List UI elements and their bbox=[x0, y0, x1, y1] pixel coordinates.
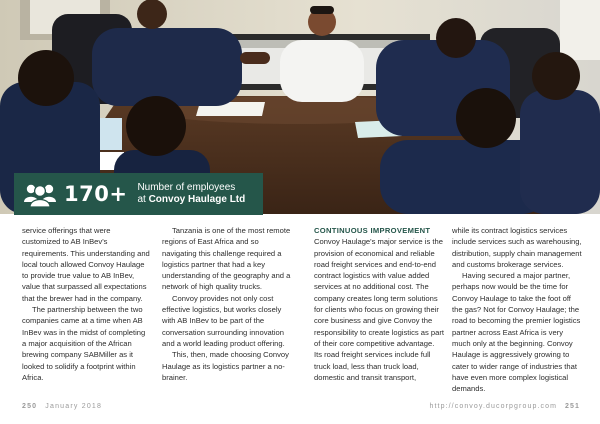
website-url: http://convoy.ducorpgroup.com bbox=[429, 403, 558, 410]
section-heading: CONTINUOUS IMPROVEMENT bbox=[314, 226, 431, 235]
footer-left bbox=[22, 403, 102, 410]
paragraph: This, then, made choosing Convoy Haulage as its logistics partner a no-brainer. bbox=[162, 350, 289, 382]
paragraph: Convoy provides not only cost effective logistics, but works closely with AB InBev to be part of the conversation surrounding innovation and a world leading product offering. bbox=[162, 293, 285, 348]
paragraph: Having secured a major partner, perhaps now would be the time for Convoy Haulage to take the foot off the gas? Not for Convoy Haulage; the road to becoming the premier logistics partner across East Africa is very much only at the beginning. Convoy Haulage is aggressively growing to cater to wider range of industries that have even more complex logistical demands. bbox=[452, 271, 581, 394]
employee-label-prefix: at bbox=[137, 194, 149, 205]
page-number-right: 251 bbox=[565, 403, 580, 410]
text-column-1 bbox=[22, 225, 150, 383]
footer-right bbox=[430, 403, 580, 410]
text-column-3 bbox=[314, 225, 444, 383]
paragraph: Tanzania is one of the most remote regions of East Africa and so navigating this challenge required a logistics partner that had a key understanding of the geography and a network of high quality trucks. bbox=[162, 226, 291, 292]
paragraph: service offerings that were customized to AB InBev's requirements. This understanding and local touch allowed Convoy Haulage to provide true value to AB InBev, value that surpassed all expectations that the brewer had in the company. bbox=[22, 226, 150, 303]
issue-date: January 2018 bbox=[45, 403, 103, 410]
paragraph: Convoy Haulage's major service is the provision of economical and reliable road freight services and end-to-end contract logistics with value added services at no additional cost. The company creates long term solutions for clients who focus on growing their core business and give Convoy the responsibility to create logistics as part of their core competitive advantage. Its road freight services include full truck load, less than truck load, domestic and transit transport, bbox=[314, 237, 444, 382]
people-icon bbox=[22, 180, 58, 208]
paragraph: The partnership between the two companies came at a time when AB InBev was in the midst of completing a major acquisition of the African brewing company SABMiller as it looked to solidify a footprint within Africa. bbox=[22, 305, 146, 382]
employee-label-line1: Number of employees bbox=[137, 181, 236, 193]
employee-count: 170+ bbox=[64, 182, 128, 206]
employee-stat-banner bbox=[14, 173, 263, 215]
employee-count-label bbox=[137, 182, 245, 207]
company-name: Convoy Haulage Ltd bbox=[148, 194, 246, 205]
text-column-2 bbox=[162, 225, 292, 383]
employee-label-line2 bbox=[137, 194, 245, 207]
paragraph: while its contract logistics services include services such as warehousing, distribution, supply chain management and customs brokerage services. bbox=[452, 226, 582, 269]
text-column-4 bbox=[452, 225, 582, 394]
page-number-left: 250 bbox=[22, 403, 38, 410]
